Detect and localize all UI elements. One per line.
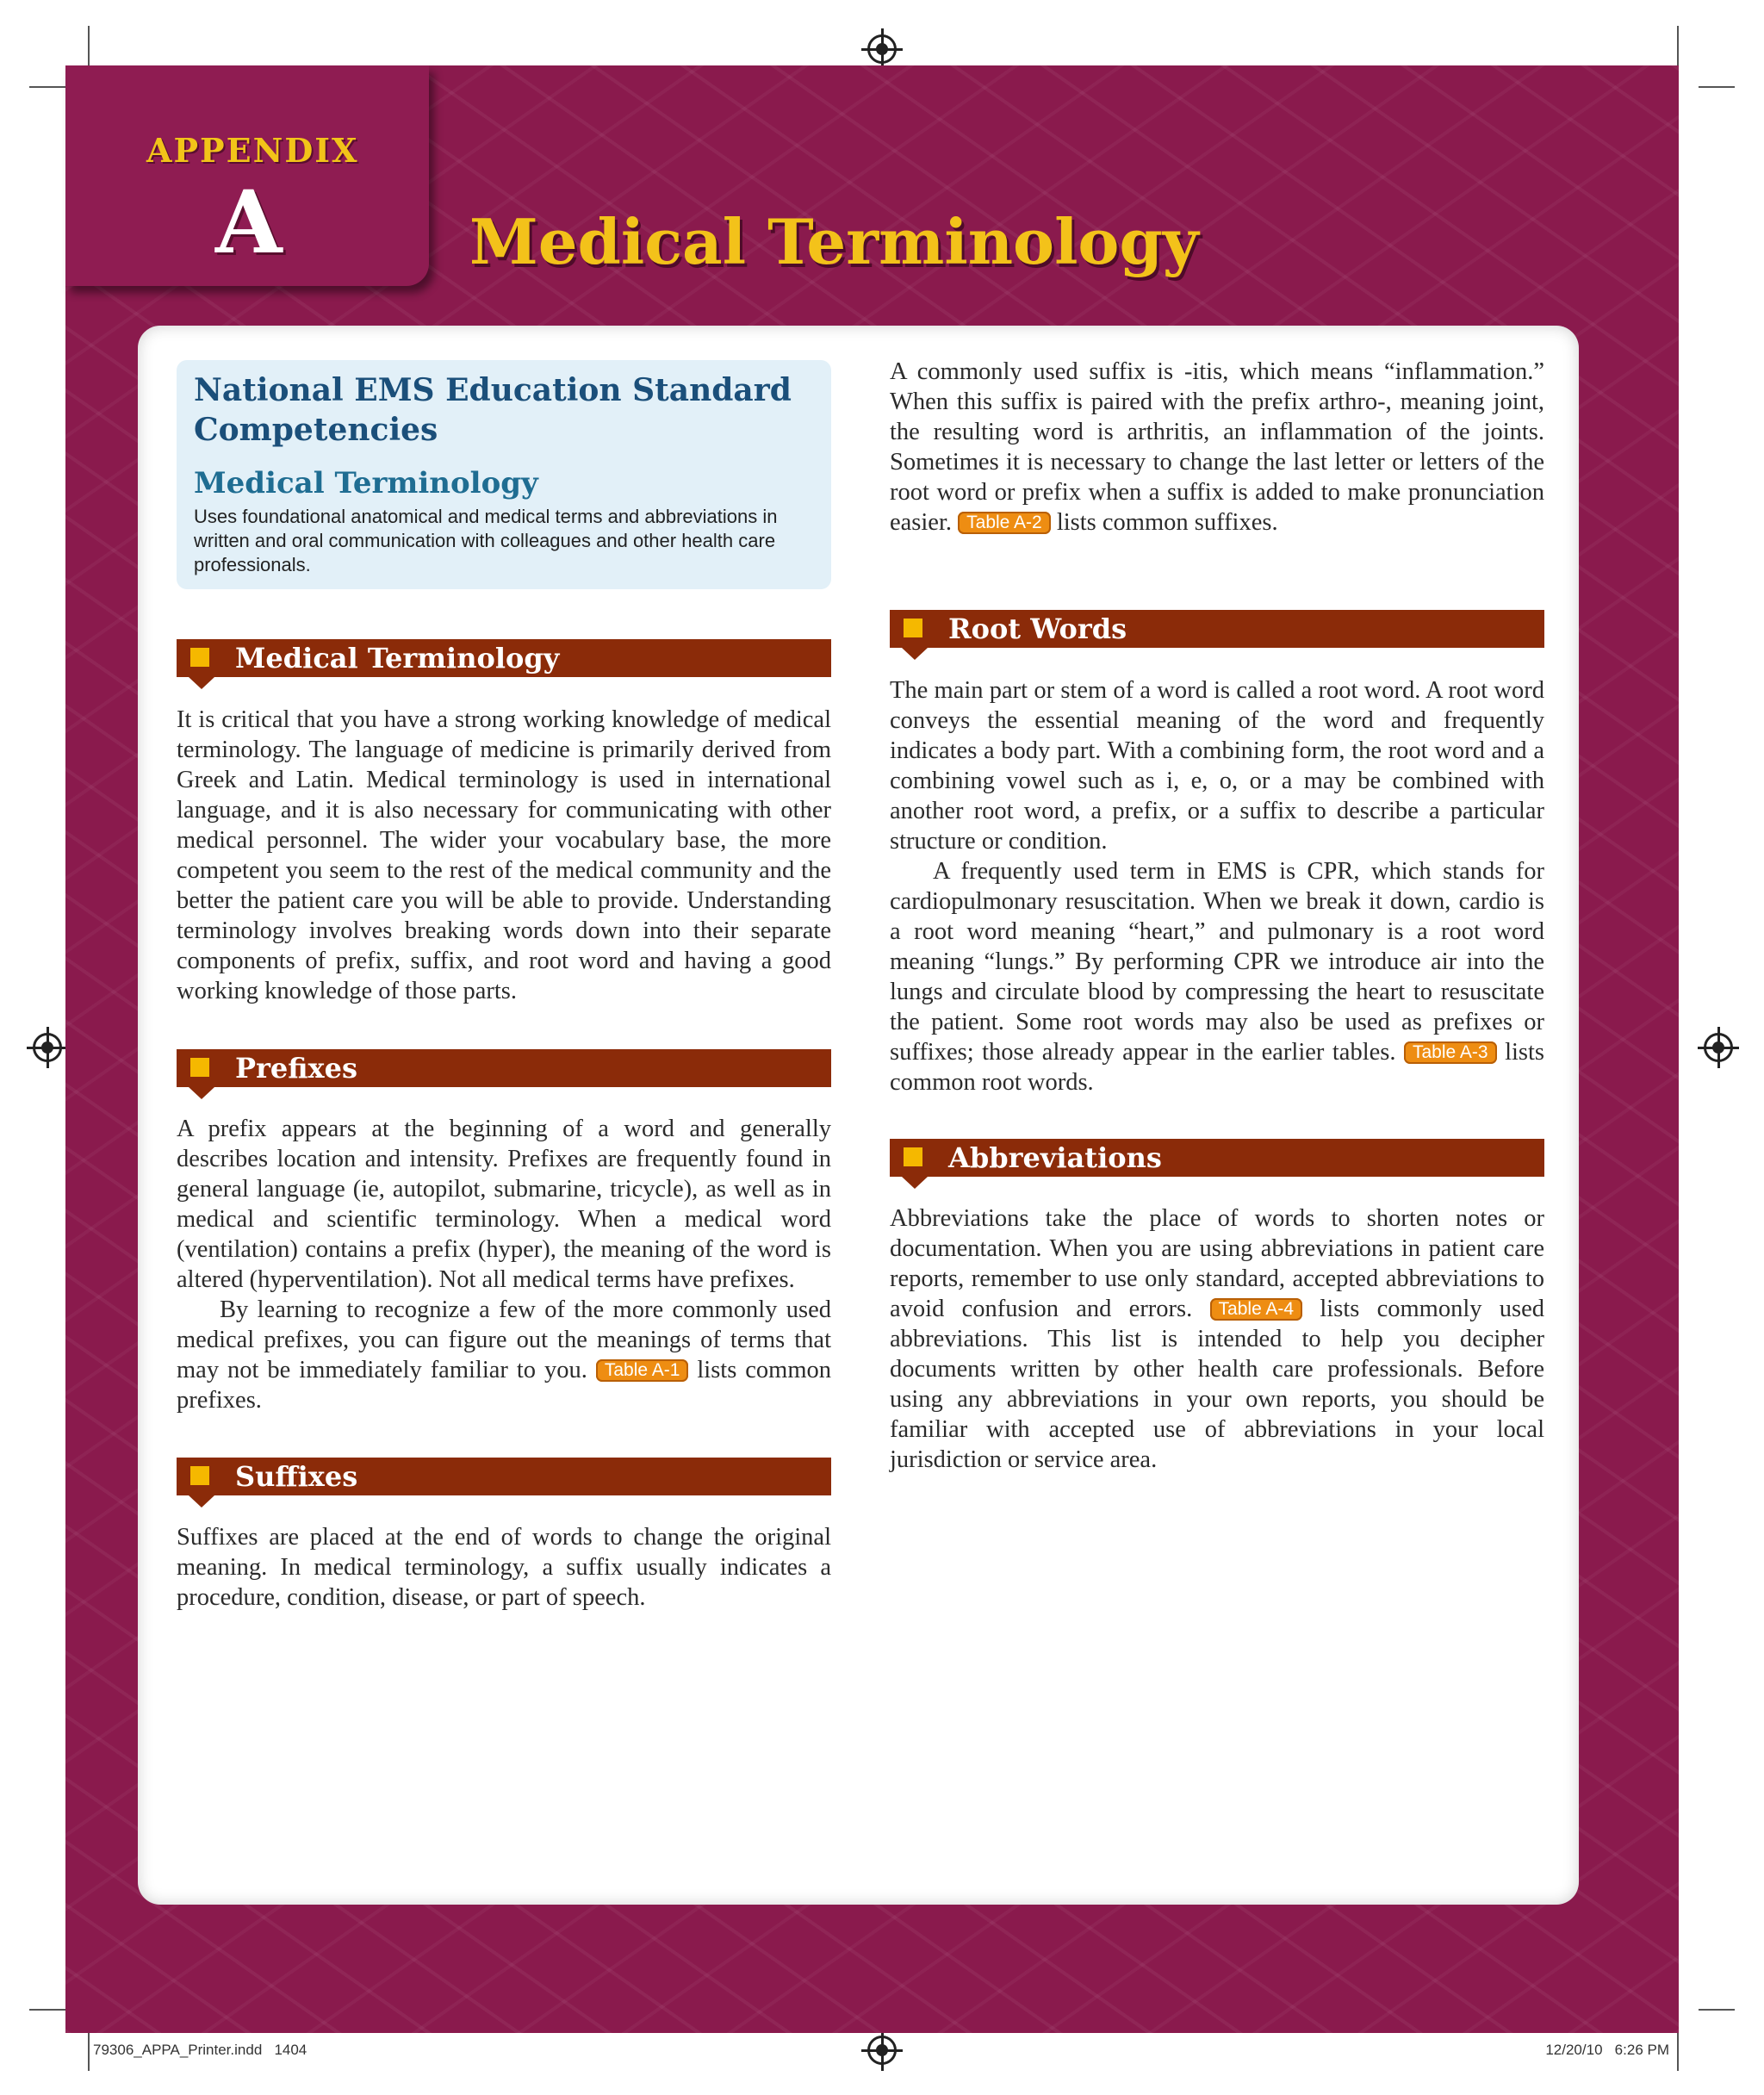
section-heading-text: Abbreviations <box>948 1141 1162 1174</box>
crop-mark-icon <box>88 2033 90 2071</box>
section-heading-suffixes <box>177 1458 831 1495</box>
crop-mark-icon <box>29 86 65 88</box>
paragraph-text: lists commonly used abbreviations. This list is intended to help you decipher documents written by other health care professionals. Before using any abbreviations in your own reports, you should be familiar with accepted use of abbreviations in your local jurisdiction or service area. <box>890 1296 1545 1473</box>
section-heading-medical-terminology <box>177 639 831 677</box>
paragraph: The main part or stem of a word is called a root word. A root word conveys the essential meaning of the word and frequently indicates a body part. With a combining form, the root word and a combining vowel such as i, e, o, or a may be combined with another root word, a prefix, or a suffix to describe a particular structure or condition. <box>890 677 1544 855</box>
medical-terminology-body <box>177 705 831 1006</box>
abbreviations-body <box>890 1203 1544 1475</box>
section-heading-text: Suffixes <box>235 1460 358 1493</box>
footer-file-slug: 79306_APPA_Printer.indd 1404 <box>93 2042 307 2058</box>
section-heading-root-words <box>890 610 1544 648</box>
heading-pointer <box>189 1495 214 1508</box>
section-square-icon <box>904 1147 922 1166</box>
appendix-label: APPENDIX <box>146 131 359 170</box>
crop-mark-icon <box>1699 2009 1735 2011</box>
heading-pointer <box>902 1177 928 1189</box>
paragraph <box>890 357 1544 538</box>
suffixes-continued-body <box>890 357 1544 538</box>
crop-mark-icon <box>29 2009 65 2011</box>
appendix-letter: A <box>215 171 283 273</box>
crop-mark-icon <box>1699 86 1735 88</box>
registration-mark-icon <box>33 1033 62 1062</box>
competency-title: National EMS Education Standard Competencies <box>194 372 792 448</box>
competency-text: Uses foundational anatomical and medical terms and abbreviations in written and oral communication with colleagues and other health care professionals. <box>194 506 778 575</box>
paragraph: Suffixes are placed at the end of words to change the original meaning. In medical terminology, a suffix usually indicates a procedure, condition, disease, or part of speech. <box>177 1524 831 1611</box>
paragraph-text: A commonly used suffix is -itis, which means “inflammation.” When this suffix is paired with the prefix arthro-, meaning joint, the resulting word is arthritis, an inflammation of the joints. Sometimes it is necessary to change the last letter or letters of the root word or prefix when a suffix is added to make pronunciation easier. <box>890 358 1544 536</box>
section-heading-text: Root Words <box>948 612 1127 645</box>
registration-mark-icon <box>1704 1033 1733 1062</box>
heading-pointer <box>189 1087 214 1099</box>
paragraph <box>890 1203 1544 1475</box>
paragraph-text: Abbreviations take the place of words to shorten notes or documentation. When you are using abbreviations in patient care reports, remember to use only standard, accepted abbreviations to avoid confusion and errors. <box>890 1205 1544 1322</box>
paragraph-text: lists common suffixes. <box>1056 509 1278 536</box>
section-heading-abbreviations <box>890 1139 1544 1177</box>
section-square-icon <box>190 648 209 667</box>
registration-mark-icon <box>867 34 897 64</box>
crop-mark-icon <box>1677 2033 1679 2071</box>
heading-pointer <box>189 677 214 689</box>
paragraph-text: lists common prefixes. <box>177 1357 832 1414</box>
competency-subtitle: Medical Terminology <box>194 466 538 500</box>
table-a2-link[interactable]: Table A-2 <box>958 512 1051 534</box>
suffixes-body <box>177 1522 831 1613</box>
section-heading-text: Medical Terminology <box>235 642 560 675</box>
paragraph-text: By learning to recognize a few of the more commonly used medical prefixes, you can figure out the meanings of terms that may not be immediately familiar to you. <box>177 1296 831 1383</box>
section-square-icon <box>904 619 922 637</box>
section-square-icon <box>190 1058 209 1077</box>
paragraph-text: A frequently used term in EMS is CPR, which stands for cardiopulmonary resuscitation. When we break it down, cardio is a root word meaning “heart,” and pulmonary is a root word meaning “lungs.” By performing CPR we introduce air into the lungs and circulate blood by compressing the heart to resuscitate the patient. Some root words may also be used as prefixes or suffixes; those already appear in the earlier tables. <box>890 858 1544 1066</box>
heading-pointer <box>902 648 928 660</box>
section-square-icon <box>190 1466 209 1485</box>
section-heading-prefixes <box>177 1049 831 1087</box>
crop-mark-icon <box>1677 26 1679 65</box>
paragraph-text: lists common root words. <box>890 1039 1545 1096</box>
footer-timestamp: 12/20/10 6:26 PM <box>1545 2042 1669 2058</box>
paragraph: A prefix appears at the beginning of a word and generally describes location and intensity. Prefixes are frequently found in general language (ie, autopilot, submarine, tricycle), as well as in medical and scientific terminology. When a medical word (ventilation) contains a prefix (hyper), the meaning of the word is altered (hyperventilation). Not all medical terms have prefixes. <box>177 1116 831 1293</box>
table-a1-link[interactable]: Table A-1 <box>596 1359 689 1382</box>
table-a3-link[interactable]: Table A-3 <box>1404 1041 1497 1064</box>
paragraph <box>890 856 1544 1097</box>
registration-mark-icon <box>867 2036 897 2065</box>
paragraph <box>177 1295 831 1415</box>
crop-mark-icon <box>88 26 90 65</box>
paragraph: It is critical that you have a strong working knowledge of medical terminology. The language of medicine is primarily derived from Greek and Latin. Medical terminology is used in international language, and it is also necessary for communicating with other medical personnel. The wider your vocabulary base, the more competent you seem to the rest of the medical community and the better the patient care you will be able to provide. Understanding terminology involves breaking words down into their separate components of prefix, suffix, and root word and having a good working knowledge of those parts. <box>177 706 831 1004</box>
section-heading-text: Prefixes <box>235 1052 357 1085</box>
root-words-body <box>890 675 1544 1097</box>
prefixes-body <box>177 1114 831 1415</box>
page-title: Medical Terminology <box>469 205 1199 278</box>
table-a4-link[interactable]: Table A-4 <box>1210 1298 1303 1321</box>
